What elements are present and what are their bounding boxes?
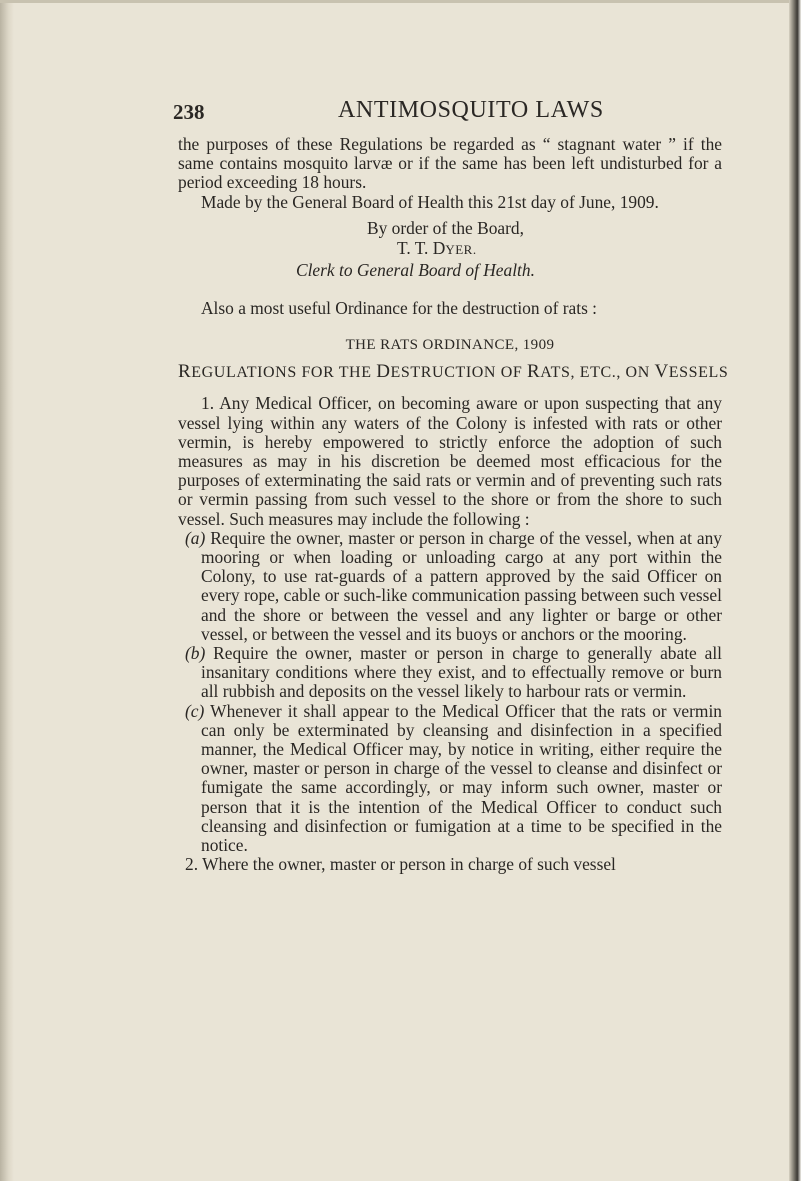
page-body [178,134,729,875]
sub-clause-c-label: (c) [185,700,205,721]
sub-clause-a [178,529,722,644]
signature-block [178,218,722,280]
regulations-heading-text: REGULATIONS FOR THE DESTRUCTION OF RATS, ETC., ON VESSELS [178,361,729,383]
intro-paragraph: Also a most useful Ordinance for the destruction of rats : [201,297,598,318]
signature-title: Clerk to General Board of Health. [296,259,535,280]
regulations-heading [178,361,729,383]
ordinance-title: THE RATS ORDINANCE, 1909 [345,337,555,354]
clause-2-text: Where the owner, master or person in charge of such vessel [202,854,616,875]
sub-clause-b-label: (b) [185,643,206,664]
sub-clause-a-label: (a) [185,527,206,548]
sub-clause-a-text: Require the owner, master or person in charge of the vessel, when at any mooring or when loading or unloading cargo at any port within the Colony, to use rat-guards of a pattern approved by the said Officer on every rope, cable or such-like communication passing between such vessel and the shore or between the vessel and any lighter or barge or other vessel, or between the vessel and its buoys or anchors or the mooring. [201,527,722,644]
clause-2-number: 2. [185,854,199,875]
sub-clause-b-text: Require the owner, master or person in charge to generally abate all insanitary conditions where they exist, and to effectually remove or burn all rubbish and deposits on the vessel likely to harbour rats or vermin. [201,643,722,702]
clause-1-number: 1. [201,393,215,414]
clause-2 [178,855,722,874]
made-line: Made by the General Board of Health this 21st day of June, 1909. [201,191,659,212]
sub-clause-c [178,702,722,856]
sub-clause-b [178,644,722,702]
running-head: ANTIMOSQUITO LAWS [338,97,604,123]
clause-1 [178,394,722,528]
signature-by-order: By order of the Board, [367,217,524,238]
sub-clause-c-text: Whenever it shall appear to the Medical Officer that the rats or vermin can only be exterminated by cleansing and disinfection in a specified manner, the Medical Officer may, by notice in writing, either require the owner, master or person in charge of the vessel to cleanse and disinfect or fumigate the same accordingly, or may inform such owner, master or person that it is the intention of the Medical Officer to conduct such cleansing and disinfection or fumigation at a time to be specified in the notice. [201,700,722,856]
signature-name: T. T. DYER. [397,237,477,258]
opening-paragraph: the purposes of these Regulations be regarded as “ stagnant water ” if the same contains mosquito larvæ or if the same has been left undisturbed for a period exceeding 18 hours. [178,134,722,193]
clause-1-text: Any Medical Officer, on becoming aware or upon suspecting that any vessel lying within any waters of the Colony is infested with rats or other vermin, is hereby empowered to strictly enforce the adoption of such measures as may in his discretion be deemed most efficacious for the purposes of exterminating the said rats or vermin and of preventing such rats or vermin passing from such vessel to the shore or from the shore to such vessel. Such measures may include the following : [178,393,722,529]
clauses [178,394,722,874]
page-number: 238 [173,100,205,124]
